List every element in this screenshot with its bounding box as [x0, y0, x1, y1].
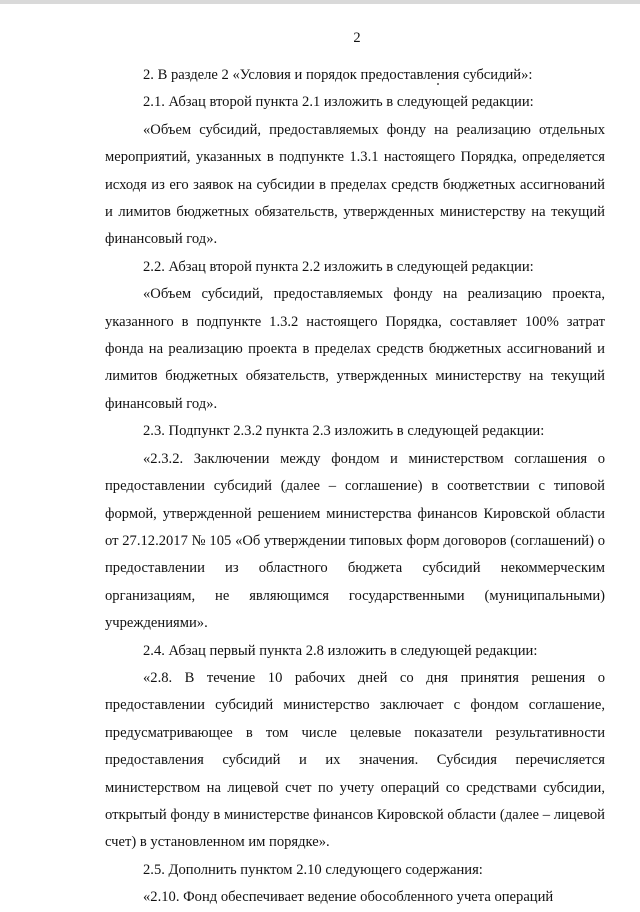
- item-2-2-instruction: 2.2. Абзац второй пункта 2.2 изложить в следующей редакции:: [143, 258, 534, 275]
- item-2-3-instruction: 2.3. Подпункт 2.3.2 пункта 2.3 изложить в следующей редакции:: [143, 423, 545, 440]
- section-2-heading: 2. В разделе 2 «Условия и порядок предоставления субсидий»:: [143, 67, 533, 83]
- item-2-4-text: «2.8. В течение 10 рабочих дней со дня принятия решения о предоставлении субсидий министерство заключает с фондом соглашение, предусматривающее в том числе целевые показатели результативности предоставления субсидий и их значения. Субсидия перечисляется министерством на лицевой счет по учету операций со средствами субсидии, открытый фонду в министерстве финансов Кировской области (далее – лицевой счет) в установленном им порядке».: [105, 669, 605, 851]
- page-top-border: [0, 0, 640, 4]
- document-page: [105, 28, 605, 912]
- item-2-3-text: «2.3.2. Заключении между фондом и министерством соглашения о предоставлении субсидий (далее – соглашение) в соответствии с типовой формой, утвержденной решением министерства финансов Кировской области от 27.12.2017 № 105 «Об утверждении типовых форм договоров (соглашений) о предоставлении из областного бюджета субсидий некоммерческим организациям, не являющимся государственными (муниципальными) учреждениями».: [105, 450, 605, 632]
- item-2-1-instruction: 2.1. Абзац второй пункта 2.1 изложить в следующей редакции:: [143, 94, 534, 111]
- item-2-1-text: «Объем субсидий, предоставляемых фонду на реализацию отдельных мероприятий, указанных в подпункте 1.3.1 настоящего Порядка, определяется исходя из его заявок на субсидии в пределах средств бюджетных ассигнований и лимитов бюджетных обязательств, утвержденных министерству на текущий финансовый год».: [105, 121, 605, 248]
- item-2-4-instruction: 2.4. Абзац первый пункта 2.8 изложить в следующей редакции:: [143, 642, 538, 659]
- item-2-5-instruction: 2.5. Дополнить пунктом 2.10 следующего содержания:: [143, 861, 483, 878]
- item-2-5-text: «2.10. Фонд обеспечивает ведение обособленного учета операций: [143, 889, 554, 906]
- item-2-2-text: «Объем субсидий, предоставляемых фонду на реализацию проекта, указанного в подпункте 1.3.2 настоящего Порядка, составляет 100% затрат фонда на реализацию проекта в пределах средств бюджетных ассигнований и лимитов бюджетных обязательств, утвержденных министерству на текущий финансовый год».: [105, 286, 605, 412]
- page-number: 2: [353, 30, 361, 46]
